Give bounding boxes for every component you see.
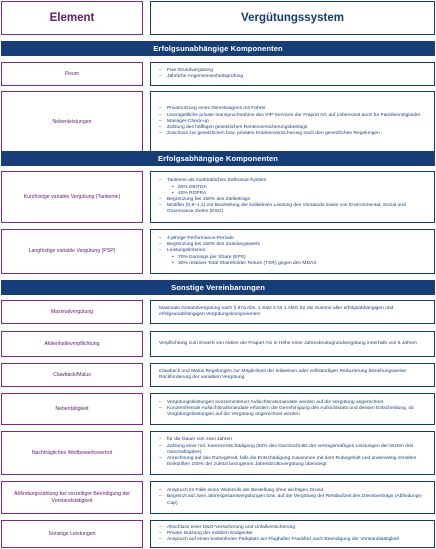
list-item bbox=[159, 203, 428, 215]
list-item-text: Manager-Check-up bbox=[167, 118, 209, 124]
dash-marker: – bbox=[159, 74, 162, 79]
dash-marker: – bbox=[159, 242, 162, 248]
list-item-text: Anrechnung auf das Ruhegehalt, falls die Entschädigung zusammen mit dem Ruhegehalt und anderweitig erzielten Einkünften 100% der zuletzt bezogenen Jahresbruttovergütung übersteigt bbox=[167, 456, 417, 468]
element-label: Fixum bbox=[1, 62, 143, 86]
element-label: Kurzfristige variable Vergütung (Tantieme) bbox=[1, 171, 143, 223]
list-item bbox=[159, 406, 428, 418]
dash-marker: – bbox=[159, 443, 162, 449]
dash-marker: – bbox=[159, 197, 162, 202]
element-label: Aktienhalteverpflichtung bbox=[1, 331, 143, 357]
element-label: Maximalvergütung bbox=[1, 300, 143, 324]
dash-marker: – bbox=[159, 67, 162, 73]
bullet-marker: • bbox=[172, 190, 174, 196]
description-text: Clawback und Malus Regelungen zur Möglichkeit der teilweisen oder vollständigen Reduzierung beziehungsweise Rückforderung der variablen Vergütung bbox=[159, 368, 407, 380]
element-description bbox=[150, 520, 435, 548]
list-item-text: Tantieme als marktübliches Zielbonus-System bbox=[167, 178, 267, 184]
element-description bbox=[150, 62, 435, 86]
element-description bbox=[150, 300, 435, 324]
element-description bbox=[150, 171, 435, 223]
element-description bbox=[150, 481, 435, 514]
list-item-text: Modifier (0,9–1,1) zur Beurteilung der kollektiven Leistung des Vorstands sowie von Environmental, Social und Governance Zielen (ESG) bbox=[167, 203, 406, 215]
list-item-text: Zahlung des hälftigen gesetzlichen Rentenversicherungsbeitrags bbox=[167, 125, 308, 131]
dash-marker: – bbox=[159, 530, 162, 536]
dash-marker: – bbox=[159, 235, 162, 241]
sub-list-item-text: 40% ROFRA bbox=[178, 190, 207, 196]
list-item-text: 4-jährige Performance-Periode bbox=[167, 235, 234, 241]
list-item-text: Private Nutzung der mobilen Endgeräte bbox=[167, 530, 253, 536]
description-text: Maximale Gesamtvergütung nach § 87a Abs. 1 Satz 2 Nr 1 AktG für die Summe aller erfolgsabhängigen und erfolgsunabhängigen Vergütungskomponenten bbox=[159, 305, 394, 317]
dash-marker: – bbox=[159, 106, 162, 112]
element-label: Sonstige Leistungen bbox=[1, 520, 143, 548]
element-description bbox=[150, 393, 435, 425]
list-item-text: Abschluss einer D&O-Versicherung und Unfallversicherung bbox=[167, 524, 296, 530]
element-description bbox=[150, 229, 435, 274]
element-description bbox=[150, 363, 435, 387]
dash-marker: – bbox=[159, 437, 162, 443]
element-column-header: Element bbox=[1, 1, 143, 35]
list-item-text: Begrenzung bei 150% des Zuteilungswerts bbox=[167, 242, 260, 248]
list-item-text: Zuschuss zur gesetzlichen bzw. privaten Krankenversicherung nach den gesetzlichen Regelungen bbox=[167, 131, 380, 137]
dash-marker: – bbox=[159, 399, 162, 405]
dash-marker: – bbox=[159, 112, 162, 118]
dash-marker: – bbox=[159, 524, 162, 530]
bullet-marker: • bbox=[172, 260, 174, 266]
sub-list-item bbox=[159, 261, 428, 267]
list-item-text: Fixe Grundvergütung bbox=[167, 67, 213, 73]
list-item-text: Privatnutzung eines Dienstwagens mit Fahrer bbox=[167, 106, 266, 112]
dash-marker: – bbox=[159, 118, 162, 124]
list-item-text: für die Dauer von zwei Jahren bbox=[167, 437, 232, 443]
list-item-text: Zahlung einer mtl. Karenzentschädigung (50% des Durchschnitts der vertragsmäßigen Leistungen der letzten drei Geschäftsjahre) bbox=[167, 443, 414, 455]
description-text: Verpflichtung zum Erwerb von Aktien der Fraport AG in Höhe einer Jahresbruttogrundvergütung innerhalb von 5 Jahren bbox=[159, 340, 417, 346]
list-item-text: Vergütungsleistungen konzerninterner Aufsichtsratsmandate werden auf die Vergütung angerechnet bbox=[167, 399, 384, 405]
section-header: Sonstige Vereinbarungen bbox=[1, 280, 435, 295]
list-item-text: Konzernfremde Aufsichtsratsmandate erfordern die Genehmigung des Aufsichtsrats und dessen Entscheidung, ob Vergütungsleistungen auf die Vergütung angerechnet werden bbox=[167, 405, 414, 418]
list-item-text: Begrenzung bei 150% des Zielbetrags bbox=[167, 197, 250, 202]
list-item bbox=[159, 494, 428, 506]
dash-marker: – bbox=[159, 248, 162, 254]
section-header: Erfolgsabhängige Komponenten bbox=[1, 151, 435, 166]
list-item-text: Anspruch im Falle eines Widerrufs der Bestellung ohne wichtigen Grund bbox=[167, 488, 324, 494]
list-item bbox=[159, 456, 428, 468]
dash-marker: – bbox=[159, 125, 162, 131]
element-label: Abfindungszahlung bei vorzeitiger Beendigung der Vorstandstätigkeit bbox=[1, 481, 143, 514]
element-description bbox=[150, 331, 435, 357]
list-item bbox=[159, 131, 428, 137]
list-item-text: Unentgeltliche private Inanspruchnahme des VIP-Services der Fraport AG auf Lebenszeit auch für Familienmitglieder bbox=[167, 112, 421, 118]
sub-list-item-text: 70% Earnings per Share (EPS) bbox=[178, 254, 246, 260]
element-label: Nachträgliches Wettbewerbsverbot bbox=[1, 431, 143, 475]
section-header: Erfolgsunabhängige Komponenten bbox=[1, 41, 435, 56]
list-item bbox=[159, 537, 428, 543]
sub-list-item-text: 60% EBITDA bbox=[178, 184, 207, 190]
list-item-text: Anspruch auf einen kostenfreien Parkplatz am Flughafen Frankfurt nach Beendigung der Vorstandstätigkeit bbox=[167, 537, 399, 543]
list-item bbox=[159, 444, 428, 456]
list-item-text: Leistungskriterien: bbox=[167, 248, 207, 254]
sub-list-item-text: 30% relativer Total Shareholder Return (TSR) gegen den MDAX bbox=[178, 260, 317, 266]
list-item bbox=[159, 74, 428, 80]
element-description bbox=[150, 91, 435, 153]
list-item-text: Jährliche Angemessenheitsprüfung bbox=[167, 74, 244, 79]
dash-marker: – bbox=[159, 178, 162, 184]
dash-marker: – bbox=[159, 131, 162, 137]
element-label: Nebenleistungen bbox=[1, 91, 143, 153]
dash-marker: – bbox=[159, 405, 162, 411]
dash-marker: – bbox=[159, 537, 162, 543]
bullet-marker: • bbox=[172, 254, 174, 260]
element-label: Langfristige variable Vergütung (PSP) bbox=[1, 229, 143, 274]
list-item-text: Begrenzt auf zwei Jahresgesamtvergütungen bzw. auf die Vergütung der Restlaufzeit des Dienstvertrags (Abfindungs-Cap) bbox=[167, 494, 423, 506]
element-label: Nebentätigkeit bbox=[1, 393, 143, 425]
element-label: Clawback/Malus bbox=[1, 363, 143, 387]
dash-marker: – bbox=[159, 203, 162, 209]
dash-marker: – bbox=[159, 456, 162, 462]
bullet-marker: • bbox=[172, 184, 174, 190]
dash-marker: – bbox=[159, 494, 162, 500]
element-description bbox=[150, 431, 435, 475]
dash-marker: – bbox=[159, 488, 162, 494]
system-column-header: Vergütungssystem bbox=[150, 1, 435, 35]
